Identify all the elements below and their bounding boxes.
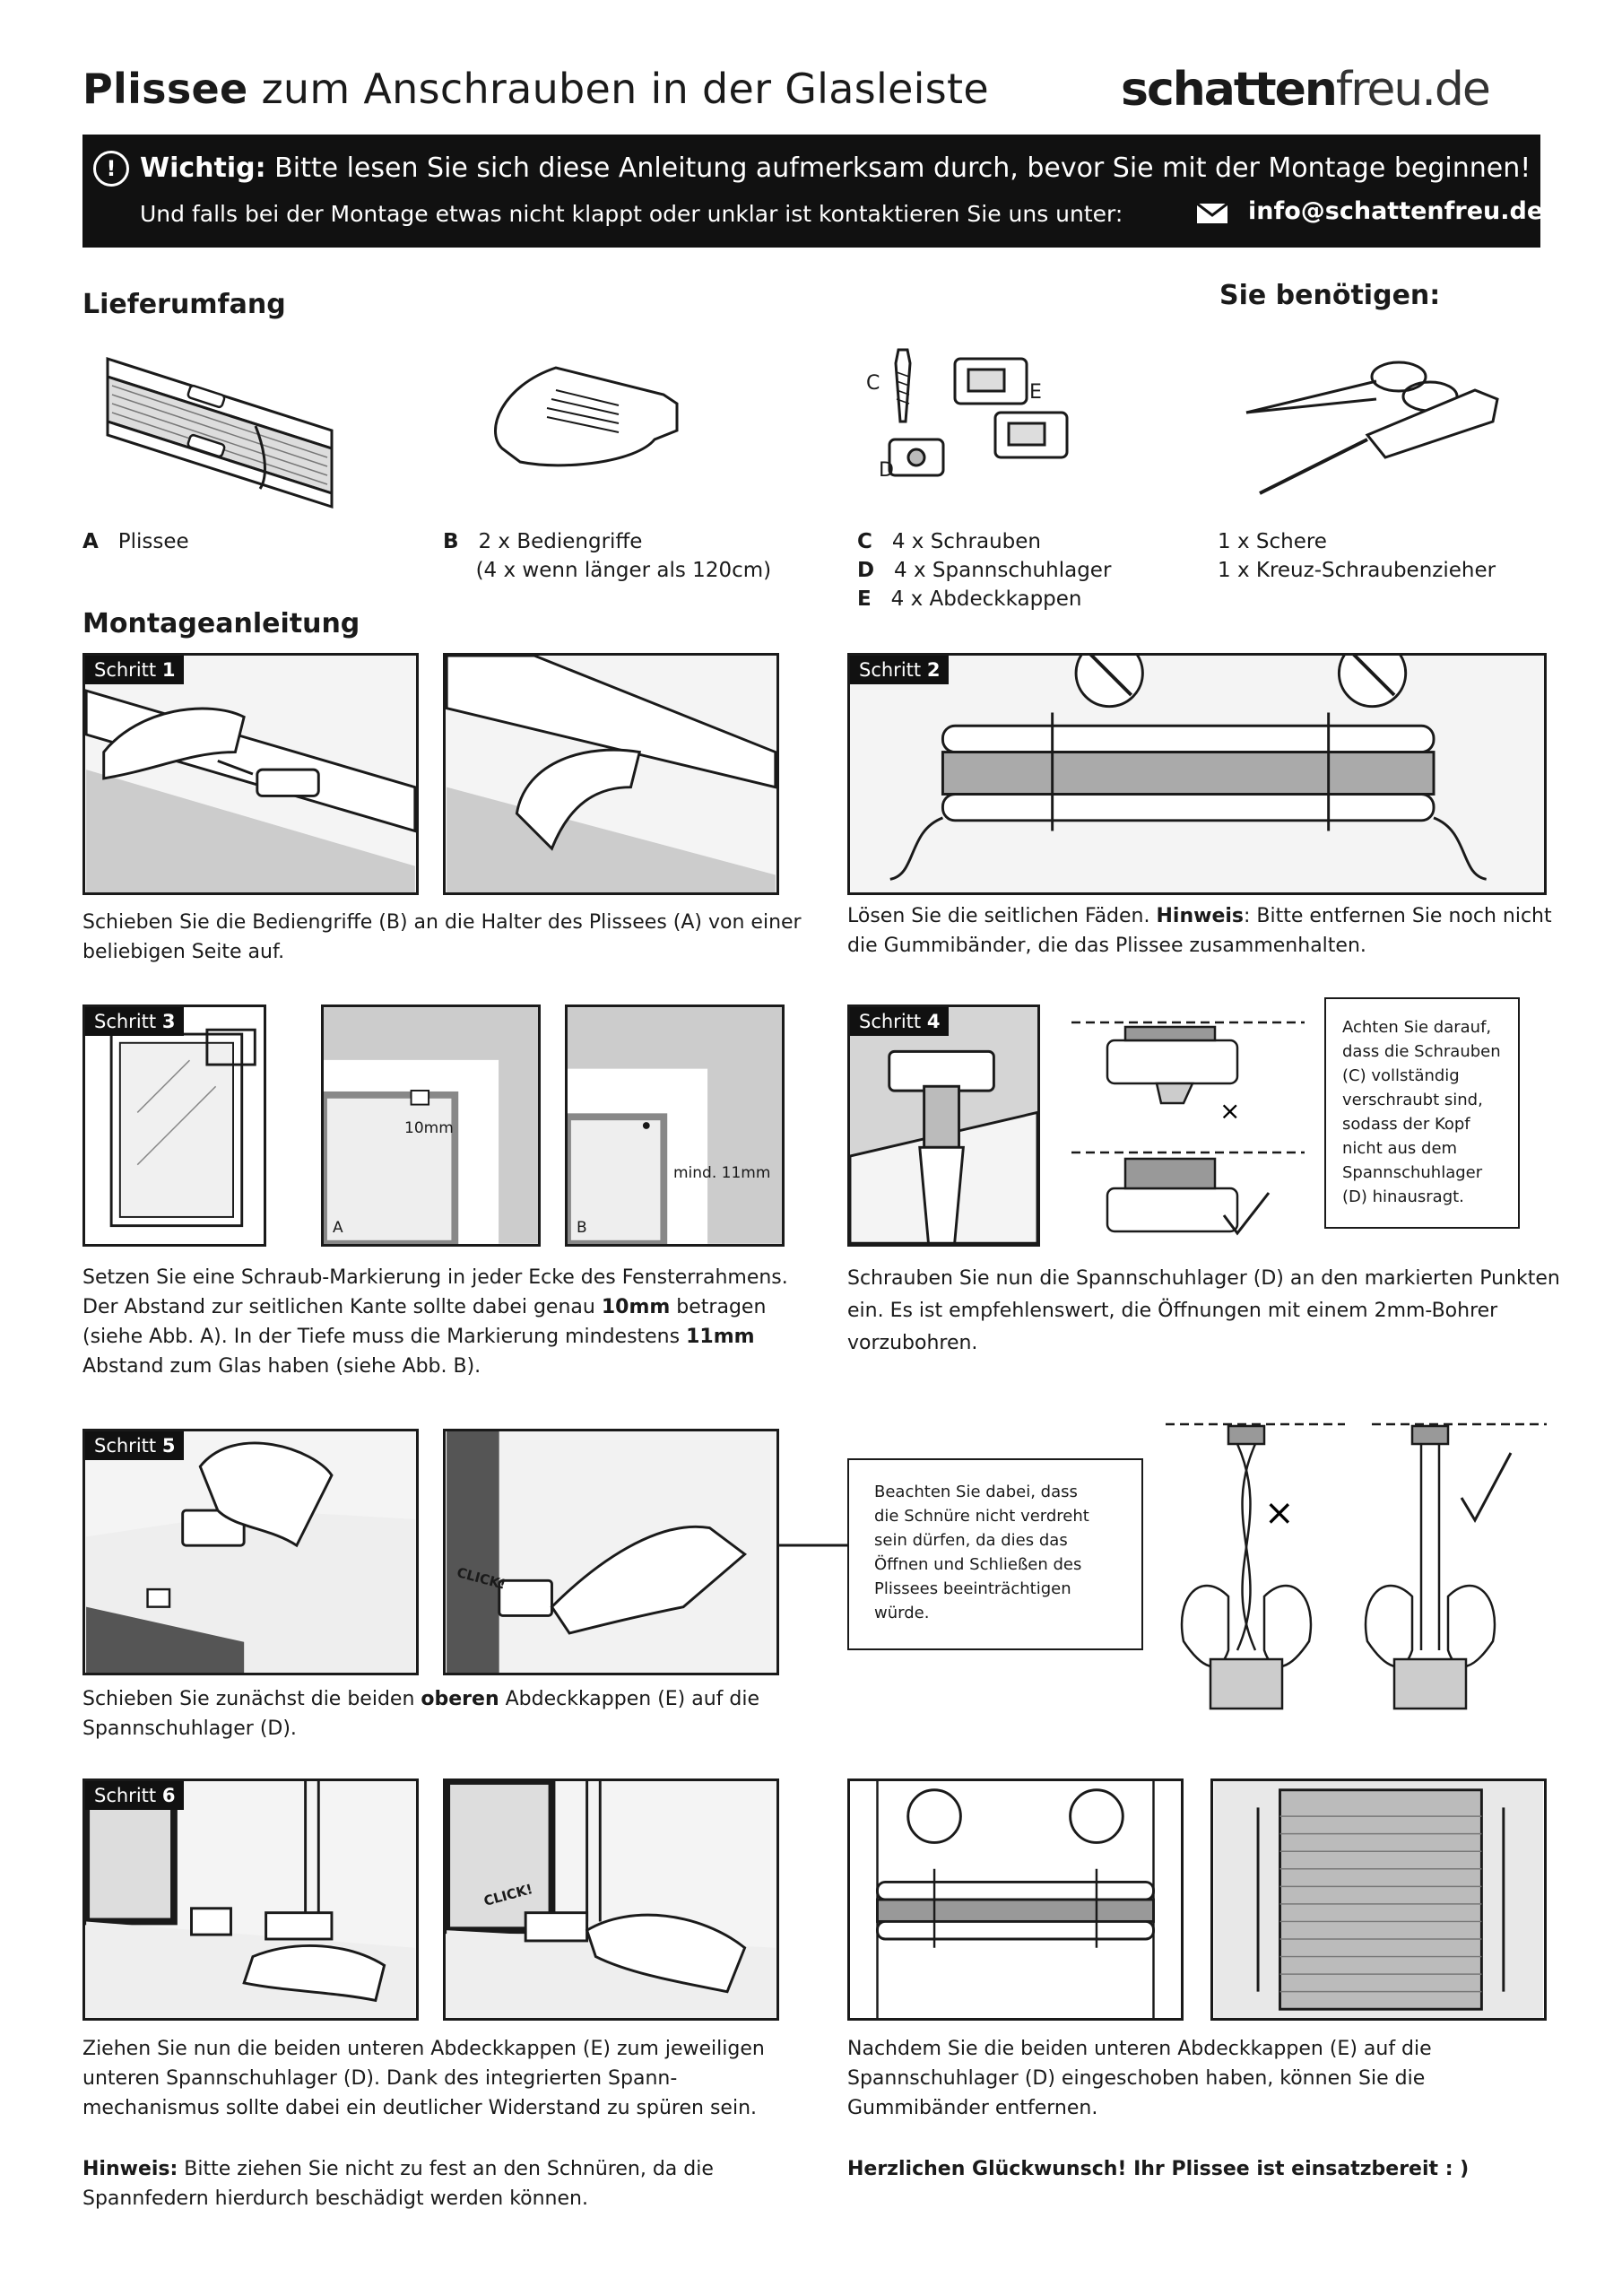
part-a: A Plissee bbox=[82, 530, 189, 553]
step6-hint: Hinweis: Bitte ziehen Sie nicht zu fest an den Schnüren, da die Spannfedern hierdurch beschädigt werden können. bbox=[82, 2158, 714, 2210]
tools-list: 1 x Schere 1 x Kreuz-Schraubenzieher bbox=[1218, 530, 1496, 582]
step4-image bbox=[847, 1004, 1040, 1247]
step4-text: Schrauben Sie nun die Spannschuhlager (D) an den markierten Punkten ein. Es ist empfehlenswert, die Öffnungen mit einem 2mm-Bohrer vorzubohren. bbox=[847, 1267, 1560, 1354]
page-title: Plissee zum Anschrauben in der Glasleiste bbox=[82, 65, 989, 113]
step1-text: Schieben Sie die Bediengriffe (B) an die Halter des Plissees (A) von einer beliebigen Seite auf. bbox=[82, 911, 802, 963]
cord-twist-illustration bbox=[1166, 1417, 1547, 1713]
step3-dim-10mm: 10mm bbox=[404, 1119, 454, 1137]
figure-label-d: D bbox=[879, 459, 894, 482]
step3-text: Setzen Sie eine Schraub-Markierung in jeder Ecke des Fensterrahmens. Der Abstand zur seitlichen Kante sollte dabei genau 10mm betragen (siehe Abb. A). In der Tiefe muss die Markierung mindestens 11mm Abstand zum Glas haben (siehe Abb. B). bbox=[82, 1266, 788, 1378]
final-image-b bbox=[1210, 1779, 1547, 2021]
step2-text: Lösen Sie die seitlichen Fäden. Hinweis: Bitte entfernen Sie noch nicht die Gummibänder, die das Plissee zusammenhalten. bbox=[847, 905, 1552, 957]
step2-image bbox=[847, 653, 1547, 895]
step3-fig-a: A bbox=[333, 1219, 343, 1237]
part-b: B 2 x Bediengriffe (4 x wenn länger als 120cm) bbox=[443, 530, 772, 582]
step5-label: Schritt 5 bbox=[85, 1431, 184, 1460]
connector-line bbox=[779, 1543, 851, 1548]
warning-text: Bitte lesen Sie sich diese Anleitung aufmerksam durch, bevor Sie mit der Montage beginnen! bbox=[265, 152, 1531, 184]
figure-label-c: C bbox=[866, 372, 880, 395]
step6-click-label: CLICK! bbox=[481, 1881, 535, 1909]
step5-image-a bbox=[82, 1429, 419, 1675]
step1-label: Schritt 1 bbox=[85, 656, 184, 684]
contact-text: Und falls bei der Montage etwas nicht klappt oder unklar ist kontaktieren Sie uns unter: bbox=[140, 201, 1123, 227]
step4-label: Schritt 4 bbox=[850, 1007, 949, 1036]
step3-detail-a bbox=[321, 1004, 541, 1247]
step6-text: Ziehen Sie nun die beiden unteren Abdeckkappen (E) zum jeweiligen unteren Spannschuhlager (D). Dank des integrierten Spann- mechanismus sollte dabei ein deutlicher Widerstand zu spüren sein. bbox=[82, 2038, 765, 2119]
scissors-screwdriver-illustration bbox=[1242, 350, 1511, 502]
step2-label: Schritt 2 bbox=[850, 656, 949, 684]
figure-label-e: E bbox=[1029, 381, 1042, 404]
brand-logo: schattenfreu.de bbox=[1121, 63, 1489, 117]
warning-label: Wichtig: bbox=[140, 152, 266, 184]
svg-text:×: × bbox=[1219, 1096, 1241, 1126]
delivery-heading: Lieferumfang bbox=[82, 289, 286, 320]
step4-screw-check-illustration bbox=[1071, 1013, 1305, 1247]
step1-image-a bbox=[82, 653, 419, 895]
operating-handle-illustration bbox=[484, 350, 690, 475]
step5-text: Schieben Sie zunächst die beiden oberen Abdeckkappen (E) auf die Spannschuhlager (D). bbox=[82, 1688, 760, 1740]
final-text: Nachdem Sie die beiden unteren Abdeckkappen (E) auf die Spannschuhlager (D) eingeschoben haben, können Sie die Gummibänder entfernen. bbox=[847, 2038, 1432, 2119]
plissee-illustration bbox=[99, 341, 350, 511]
part-list-cde: C 4 x Schrauben D 4 x Spannschuhlager E 4 x Abdeckkappen bbox=[857, 530, 1112, 611]
step3-dim-11mm: mind. 11mm bbox=[673, 1164, 771, 1182]
step5-note: Beachten Sie dabei, dass die Schnüre nicht verdreht sein dürfen, da dies das Öffnen und Schließen des Plissees beeinträchtigen würde. bbox=[847, 1458, 1143, 1650]
envelope-icon bbox=[1196, 203, 1228, 224]
step5-click-label: CLICK! bbox=[455, 1564, 508, 1593]
tools-heading: Sie benötigen: bbox=[1219, 280, 1441, 311]
step5-image-b bbox=[443, 1429, 779, 1675]
svg-text:×: × bbox=[1264, 1492, 1295, 1534]
warning-icon: ! bbox=[93, 151, 129, 187]
step3-window-image bbox=[82, 1004, 266, 1247]
step4-note: Achten Sie darauf, dass die Schrauben (C) vollständig verschraubt sind, sodass der Kopf nicht aus dem Spannschuhlager (D) hinausragt. bbox=[1324, 997, 1520, 1229]
step6-label: Schritt 6 bbox=[85, 1781, 184, 1810]
step6-image-a bbox=[82, 1779, 419, 2021]
final-congrats: Herzlichen Glückwunsch! Ihr Plissee ist einsatzbereit : ) bbox=[847, 2158, 1470, 2180]
step3-fig-b: B bbox=[577, 1219, 587, 1237]
step3-detail-b bbox=[565, 1004, 785, 1247]
step1-image-b bbox=[443, 653, 779, 895]
contact-email-link[interactable]: info@schattenfreu.de bbox=[1248, 197, 1544, 225]
screws-bearings-caps-illustration bbox=[870, 341, 1094, 493]
important-banner bbox=[82, 135, 1544, 248]
step6-image-b bbox=[443, 1779, 779, 2021]
step3-label: Schritt 3 bbox=[85, 1007, 184, 1036]
final-image-a bbox=[847, 1779, 1184, 2021]
assembly-heading: Montageanleitung bbox=[82, 608, 360, 639]
